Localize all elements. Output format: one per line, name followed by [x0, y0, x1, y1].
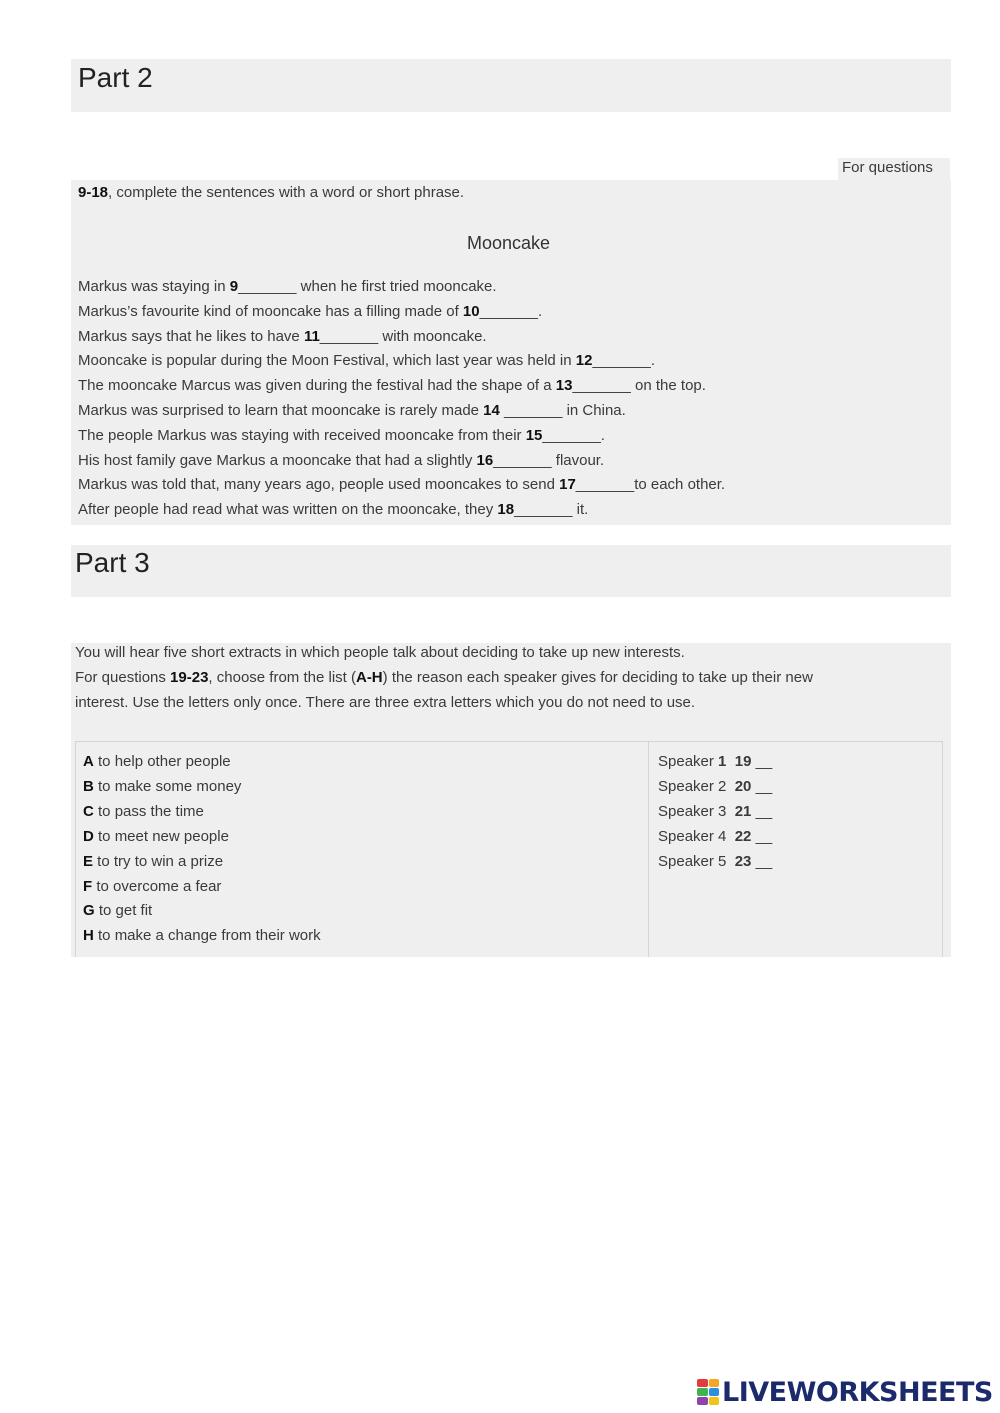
- option-c: [83, 803, 204, 820]
- part2-blank-area: [73, 114, 838, 180]
- sentence-text: Markus says that he likes to have: [78, 327, 304, 345]
- option-text: to meet new people: [93, 827, 229, 845]
- option-d: [83, 828, 229, 845]
- part2-for-questions: For questions: [842, 159, 933, 176]
- sentence-16: [78, 452, 604, 469]
- question-number: 15: [525, 426, 543, 444]
- question-number: 23: [734, 852, 752, 870]
- answer-blank[interactable]: __: [751, 827, 773, 845]
- answer-blank[interactable]: __: [751, 753, 773, 770]
- option-text: to overcome a fear: [92, 877, 222, 895]
- speaker-row: [658, 803, 772, 820]
- logo-mark-icon: [697, 1379, 719, 1405]
- logo-square: [697, 1388, 708, 1396]
- intro-q-mid: , choose from the list (: [208, 669, 356, 686]
- question-number: 16: [476, 451, 494, 469]
- question-number: 19: [734, 753, 752, 770]
- sentence-13: [78, 377, 706, 394]
- sentence-text: Markus was surprised to learn that mooncake is rarely made: [78, 402, 484, 419]
- answer-blank[interactable]: _______ on the top.: [572, 377, 706, 395]
- answer-blank[interactable]: __: [751, 802, 773, 820]
- question-number: 17: [559, 476, 576, 494]
- intro-q-prefix: For questions: [75, 669, 171, 686]
- sentence-15: [78, 427, 605, 444]
- speaker-label: Speaker 5: [658, 852, 731, 870]
- sentence-text: Markus’s favourite kind of mooncake has a filling made of: [78, 302, 463, 320]
- sentence-18: [78, 501, 588, 518]
- question-number: 14: [483, 402, 500, 419]
- question-number: 21: [734, 802, 752, 820]
- part2-instruction-text: , complete the sentences with a word or short phrase.: [108, 184, 465, 201]
- part2-title-bar: [71, 59, 951, 112]
- intro-q-letters: A-H: [355, 669, 383, 686]
- speaker-row: [658, 828, 772, 845]
- answer-blank[interactable]: __: [751, 777, 773, 795]
- option-text: to try to win a prize: [93, 852, 224, 870]
- question-number: 22: [734, 827, 752, 845]
- part3-title: Part 3: [75, 547, 150, 578]
- sentence-14: [78, 402, 626, 419]
- option-f: [83, 878, 221, 895]
- question-number: 10: [462, 302, 480, 320]
- part2-instruction-range: 9-18: [78, 184, 109, 201]
- liveworksheets-logo: [697, 1377, 993, 1407]
- answer-blank[interactable]: _______to each other.: [575, 476, 726, 494]
- answer-blank[interactable]: _______ when he first tried mooncake.: [238, 278, 497, 295]
- option-h: [83, 927, 321, 944]
- sentence-text: Markus was staying in: [78, 278, 230, 295]
- sentence-text: Markus was told that, many years ago, people used mooncakes to send: [78, 476, 560, 494]
- speaker-row: [658, 778, 772, 795]
- question-number: 20: [734, 777, 752, 795]
- answer-blank[interactable]: _______ it.: [514, 501, 589, 519]
- option-letter: C: [83, 802, 94, 820]
- speaker-row: [658, 853, 772, 870]
- option-letter: G: [83, 902, 95, 920]
- option-letter: F: [83, 877, 93, 895]
- sentence-text: The mooncake Marcus was given during the festival had the shape of a: [78, 377, 556, 395]
- intro-q-suffix: ) the reason each speaker gives for deciding to take up their new: [382, 669, 813, 686]
- option-letter: B: [83, 777, 94, 795]
- option-g: [83, 902, 152, 919]
- question-number: 13: [555, 377, 573, 395]
- question-number: 18: [497, 501, 515, 519]
- speaker-label: Speaker 2: [658, 777, 731, 795]
- part3-intro-line2: [75, 669, 813, 686]
- answer-blank[interactable]: _______ flavour.: [493, 451, 605, 469]
- question-number: 11: [303, 327, 320, 345]
- part3-intro-line1: You will hear five short extracts in which people talk about deciding to take up new interests.: [75, 644, 685, 661]
- question-number: 9: [229, 278, 239, 295]
- answer-blank[interactable]: __: [751, 852, 773, 870]
- option-text: to help other people: [93, 753, 231, 770]
- answer-blank[interactable]: _______ with mooncake.: [319, 327, 487, 345]
- sentence-text: His host family gave Markus a mooncake that had a slightly: [78, 451, 477, 469]
- answer-blank[interactable]: _______.: [542, 426, 605, 444]
- logo-text: LIVEWORKSHEETS: [722, 1376, 993, 1408]
- speaker-number: 1: [718, 753, 727, 770]
- sentence-text: After people had read what was written on the mooncake, they: [78, 501, 498, 519]
- logo-square: [709, 1397, 720, 1405]
- part2-instruction: [78, 184, 464, 201]
- option-text: to make a change from their work: [93, 927, 321, 945]
- speaker-label: Speaker: [658, 753, 719, 770]
- option-text: to get fit: [94, 902, 153, 920]
- speaker-row: [658, 753, 772, 770]
- sentence-17: [78, 476, 725, 493]
- sentence-9: [78, 278, 497, 295]
- question-number: 12: [575, 352, 593, 370]
- speaker-label: Speaker 4: [658, 827, 731, 845]
- sentence-12: [78, 352, 655, 369]
- option-b: [83, 778, 241, 795]
- speaker-label: Speaker 3: [658, 802, 731, 820]
- option-text: to pass the time: [93, 802, 204, 820]
- sentence-text: The people Markus was staying with received mooncake from their: [78, 426, 526, 444]
- intro-q-range: 19-23: [170, 669, 209, 686]
- logo-square: [709, 1388, 720, 1396]
- logo-square: [709, 1379, 720, 1387]
- option-text: to make some money: [93, 777, 242, 795]
- part2-title: Part 2: [78, 62, 153, 93]
- options-table: [75, 741, 943, 957]
- sentence-text: Mooncake is popular during the Moon Festival, which last year was held in: [78, 352, 576, 370]
- answer-blank[interactable]: _______.: [479, 302, 543, 320]
- option-e: [83, 853, 223, 870]
- answer-blank[interactable]: _______ in China.: [499, 402, 626, 419]
- option-letter: D: [83, 827, 94, 845]
- part3-intro-line3: interest. Use the letters only once. There are three extra letters which you do not need to use.: [75, 694, 696, 711]
- options-table-divider: [648, 741, 649, 957]
- sentence-11: [78, 328, 487, 345]
- answer-blank[interactable]: _______.: [592, 352, 656, 370]
- option-letter: E: [83, 852, 94, 870]
- sentence-10: [78, 303, 542, 320]
- option-a: [83, 753, 231, 770]
- option-letter: A: [83, 753, 94, 770]
- logo-square: [697, 1379, 708, 1387]
- option-letter: H: [83, 927, 94, 945]
- passage-title: Mooncake: [467, 233, 551, 253]
- part3-title-bar: [71, 545, 951, 597]
- logo-square: [697, 1397, 708, 1405]
